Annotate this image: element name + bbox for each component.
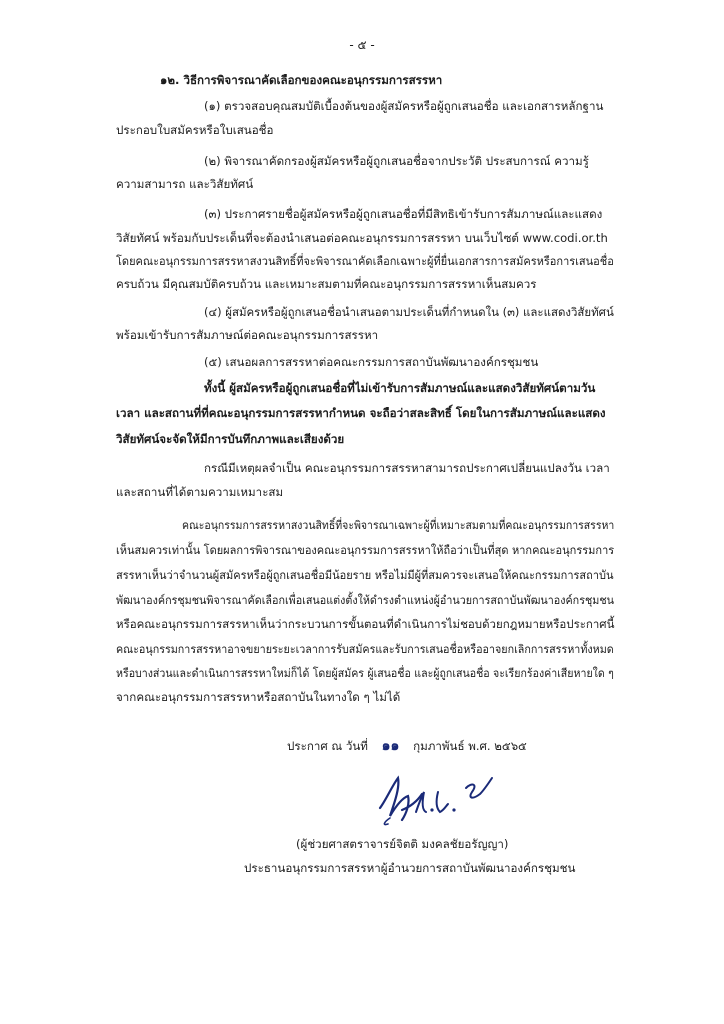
- reserve-rights-line-8: จากคณะอนุกรรมการสรรหาหรือสถาบันในทางใด ๆ ไม่ได้: [116, 690, 401, 704]
- reserve-rights-line-6: คณะอนุกรรมการสรรหาอาจขยายระยะเวลาการรับสมัครและรับการเสนอชื่อหรืออาจยกเลิกการสรรหาทั้งหมด: [116, 642, 614, 656]
- item-3-line-3: โดยคณะอนุกรรมการสรรหาสงวนสิทธิ์ที่จะพิจารณาคัดเลือกเฉพาะผู้ที่ยื่นเอกสารการสมัครหรือการเสนอชื่อ: [116, 254, 614, 268]
- section-heading: ๑๒. วิธีการพิจารณาคัดเลือกของคณะอนุกรรมการสรรหา: [160, 73, 443, 87]
- announcement-prefix: ประกาศ ณ วันที่: [287, 739, 368, 753]
- item-4-line-2: พร้อมเข้ารับการสัมภาษณ์ต่อคณะอนุกรรมการสรรหา: [116, 328, 379, 342]
- reserve-rights-line-4: พัฒนาองค์กรชุมชนพิจารณาคัดเลือกเพื่อเสนอแต่งตั้งให้ดำรงตำแหน่งผู้อำนวยการสถาบันพัฒนาองค์กรชุมชน: [116, 593, 614, 607]
- bold-note-line-3: วิสัยทัศน์จะจัดให้มีการบันทึกภาพและเสียงด้วย: [116, 432, 345, 446]
- change-note-line-2: และสถานที่ได้ตามความเหมาะสม: [116, 485, 284, 499]
- reserve-rights-line-3: สรรหาเห็นว่าจำนวนผู้สมัครหรือผู้ถูกเสนอชื่อมีน้อยราย หรือไม่มีผู้ที่สมควรจะเสนอให้คณะกรรมการสถาบัน: [116, 568, 614, 582]
- item-3-line-2: วิสัยทัศน์ พร้อมกับประเด็นที่จะต้องนำเสนอต่อคณะอนุกรรมการสรรหา บนเว็บไซต์ www.codi.or.th: [116, 231, 608, 245]
- change-note-line-1: กรณีมีเหตุผลจำเป็น คณะอนุกรรมการสรรหาสามารถประกาศเปลี่ยนแปลงวัน เวลา: [204, 461, 610, 475]
- item-1-line-2: ประกอบใบสมัครหรือใบเสนอชื่อ: [116, 123, 274, 137]
- reserve-rights-line-7: หรือบางส่วนและดำเนินการสรรหาใหม่ก็ได้ โดยผู้สมัคร ผู้เสนอชื่อ และผู้ถูกเสนอชื่อ จะเรียกร้องค่าเสียหายใด ๆ: [116, 666, 614, 680]
- signature-image: [372, 770, 502, 830]
- bold-note-line-2: เวลา และสถานที่ที่คณะอนุกรรมการสรรหากำหนด จะถือว่าสละสิทธิ์ โดยในการสัมภาษณ์และแสดง: [116, 406, 606, 420]
- announcement-day: ๑๑: [381, 738, 400, 754]
- item-5-line-1: (๕) เสนอผลการสรรหาต่อคณะกรรมการสถาบันพัฒนาองค์กรชุมชน: [204, 355, 539, 369]
- item-3-line-1: (๓) ประกาศรายชื่อผู้สมัครหรือผู้ถูกเสนอชื่อที่มีสิทธิเข้ารับการสัมภาษณ์และแสดง: [204, 207, 603, 221]
- signatory-title: ประธานอนุกรรมการสรรหาผู้อำนวยการสถาบันพัฒนาองค์กรชุมชน: [244, 861, 576, 875]
- signatory-name: (ผู้ช่วยศาสตราจารย์จิตติ มงคลชัยอรัญญา): [296, 837, 509, 851]
- reserve-rights-line-5: หรือคณะอนุกรรมการสรรหาเห็นว่ากระบวนการขั้นตอนที่ดำเนินการไม่ชอบด้วยกฎหมายหรือประกาศนี้: [116, 617, 615, 631]
- item-3-line-4: ครบถ้วน มีคุณสมบัติครบถ้วน และเหมาะสมตามที่คณะอนุกรรมการสรรหาเห็นสมควร: [116, 277, 537, 291]
- announcement-month-year: กุมภาพันธ์ พ.ศ. ๒๕๖๕: [413, 739, 527, 753]
- bold-note-line-1: ทั้งนี้ ผู้สมัครหรือผู้ถูกเสนอชื่อที่ไม่เข้ารับการสัมภาษณ์และแสดงวิสัยทัศน์ตามวัน: [204, 381, 596, 395]
- page-number: - ๕ -: [349, 38, 375, 52]
- item-2-line-2: ความสามารถ และวิสัยทัศน์: [116, 177, 254, 191]
- item-2-line-1: (๒) พิจารณาคัดกรองผู้สมัครหรือผู้ถูกเสนอชื่อจากประวัติ ประสบการณ์ ความรู้: [204, 154, 589, 168]
- item-4-line-1: (๔) ผู้สมัครหรือผู้ถูกเสนอชื่อนำเสนอตามประเด็นที่กำหนดใน (๓) และแสดงวิสัยทัศน์: [204, 305, 614, 319]
- reserve-rights-line-2: เห็นสมควรเท่านั้น โดยผลการพิจารณาของคณะอนุกรรมการสรรหาให้ถือว่าเป็นที่สุด หากคณะอนุกรรมการ: [116, 543, 615, 557]
- reserve-rights-line-1: คณะอนุกรรมการสรรหาสงวนสิทธิ์ที่จะพิจารณาเฉพาะผู้ที่เหมาะสมตามที่คณะอนุกรรมการสรรหา: [182, 518, 615, 532]
- announcement-date: [287, 738, 527, 754]
- item-1-line-1: (๑) ตรวจสอบคุณสมบัติเบื้องต้นของผู้สมัครหรือผู้ถูกเสนอชื่อ และเอกสารหลักฐาน: [204, 99, 604, 113]
